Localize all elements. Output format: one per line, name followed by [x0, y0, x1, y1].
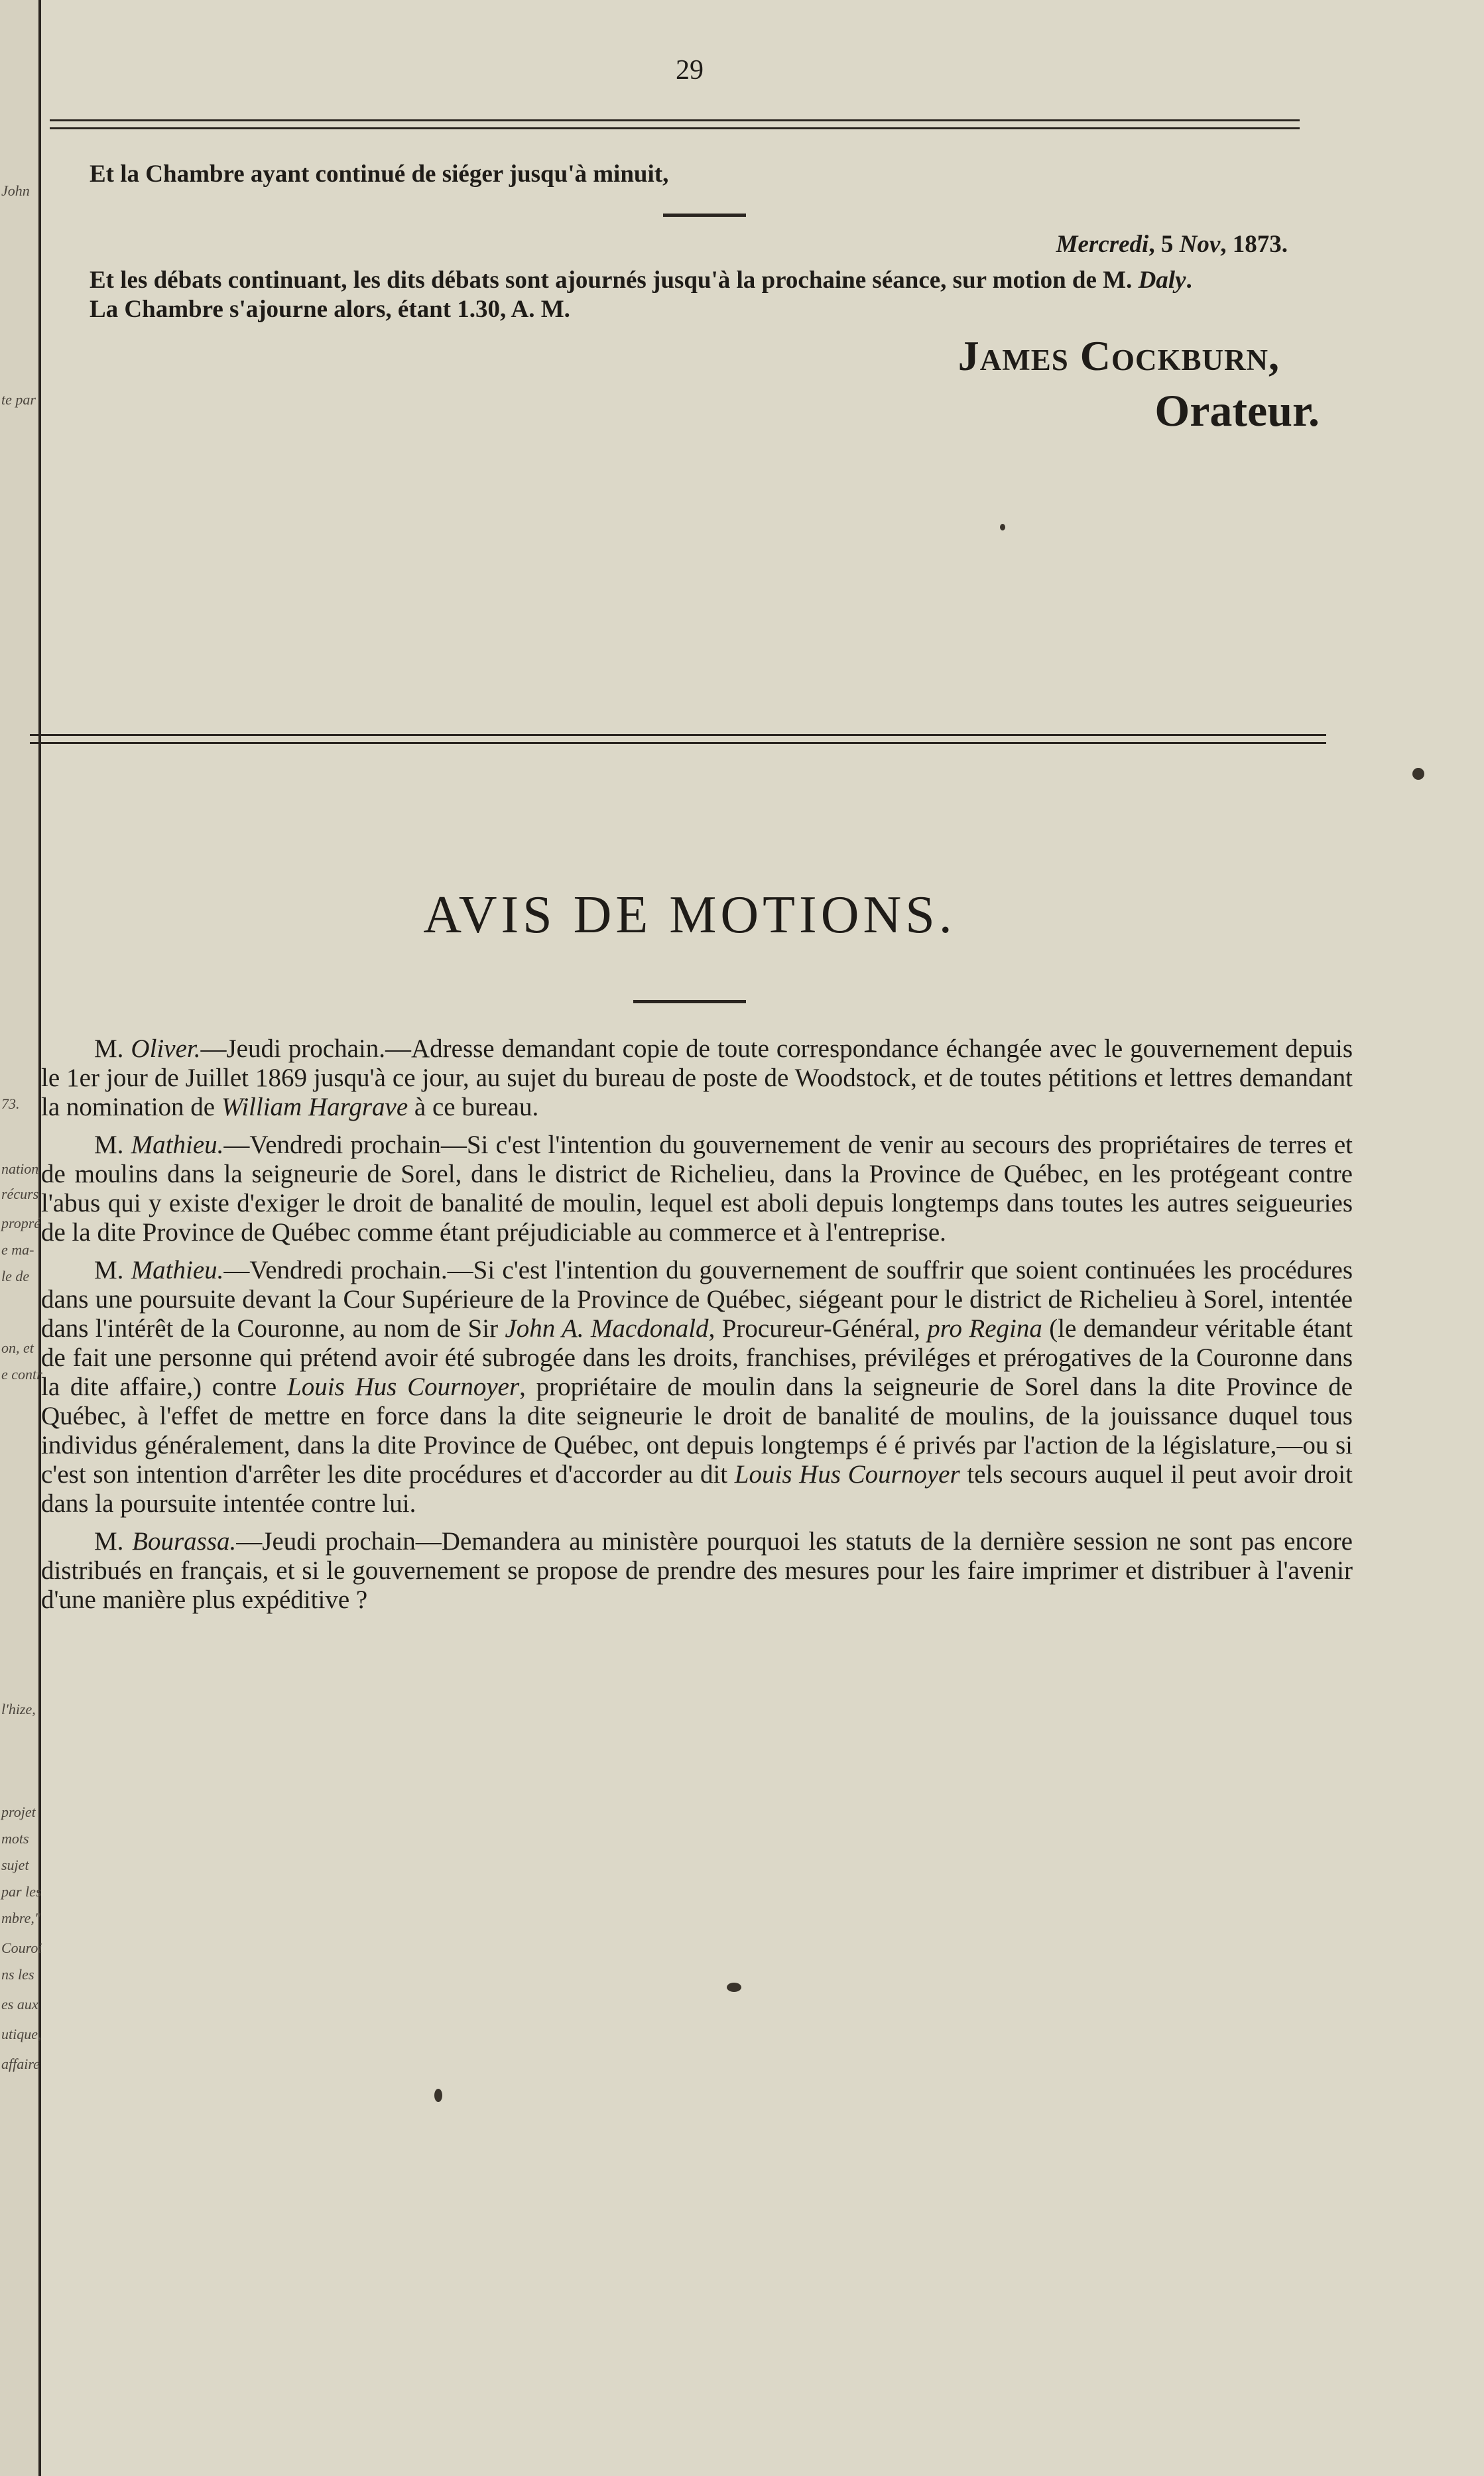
margin-fragment: sujet	[1, 1857, 29, 1873]
motion-paragraph	[41, 1256, 1353, 1518]
motion-text: à ce bureau.	[408, 1093, 539, 1121]
session-line-2-text: Et les débats continuant, les dits débats sont ajournés jusqu'à la prochaine séance, sur motion de M.	[90, 267, 1139, 294]
signature-title: Orateur.	[1154, 385, 1320, 436]
margin-fragment: ns les	[1, 1966, 34, 1983]
motion-text: —Vendredi prochain.—Si c'est l'intention du gouvernement de souffrir que soient continuées les procédures dans une poursuite devant la Cour Supérieure de la Province de Québec, siégeant pour le district de Richelieu à Sorel, intentée dans l'intérêt de la Couronne, au nom de Sir	[41, 1256, 1353, 1343]
margin-fragment: affaire	[1, 2056, 40, 2072]
motion-text: —Vendredi prochain—Si c'est l'intention du gouvernement de venir au secours des propriétaires de terres et de moulins dans la seigneurie de Sorel, dans le district de Richelieu, dans la Province de Québec, en les protégeant contre l'abus qui y existe d'exiger le droit de banalité de moulin, lequel est aboli depuis longtemps dans toutes les autres seigueuries de la dite Province de Québec comme étant préjudiciable au commerce et à l'entreprise.	[41, 1131, 1353, 1247]
paper-speck	[1412, 768, 1424, 780]
page-number: 29	[676, 55, 704, 86]
date-weekday: Mercredi	[1056, 231, 1149, 258]
section-heading: AVIS DE MOTIONS.	[423, 886, 956, 944]
short-divider-2	[633, 1000, 746, 1003]
motion-prefix: M.	[94, 1527, 133, 1556]
motion-text: —Jeudi prochain.—Adresse demandant copie de toute correspondance échangée avec le gouvernement depuis le 1er jour de Juillet 1869 jusqu'à ce jour, au sujet du bureau de poste de Woodstock, et de toutes pétitions et lettres demandant la nomination de	[41, 1034, 1353, 1121]
signature-name	[729, 332, 1280, 381]
motion-prefix: M.	[94, 1256, 131, 1284]
margin-fragment: propré	[1, 1215, 41, 1231]
date-year: , 1873.	[1220, 231, 1288, 258]
margin-fragment: utique,	[1, 2026, 42, 2042]
motions-list	[41, 1034, 1353, 1623]
motion-paragraph	[41, 1131, 1353, 1247]
motion-member: Oliver.	[131, 1034, 201, 1063]
margin-fragment: mbre,"	[1, 1910, 41, 1926]
motion-text: , Procureur-Général,	[708, 1314, 928, 1343]
session-date	[663, 229, 1288, 260]
top-rule-2	[50, 127, 1300, 129]
margin-fragment: projet	[1, 1804, 36, 1820]
short-divider-1	[663, 214, 746, 217]
date-month: Nov	[1179, 231, 1221, 258]
motion-paragraph	[41, 1527, 1353, 1615]
motion-prefix: M.	[94, 1034, 131, 1063]
motion-member: Bourassa.	[132, 1527, 237, 1556]
margin-fragment: John	[1, 182, 30, 199]
margin-fragment: te par	[1, 391, 36, 408]
motion-italic-name: pro Regina	[927, 1314, 1042, 1343]
margin-fragment: le de	[1, 1268, 30, 1284]
motion-italic-name: William Hargrave	[221, 1093, 408, 1121]
session-line-2	[90, 265, 1192, 296]
top-rule-1	[50, 119, 1300, 121]
motion-italic-name: John A. Macdonald	[505, 1314, 709, 1343]
motion-text: (le demandeur véritable étant de fait une personne qui prétend avoir été subrogée dans les droits, franchises, préviléges et prérogatives de la Couronne dans la dite affaire,) contre	[41, 1314, 1353, 1401]
margin-fragment: récurs	[1, 1186, 39, 1202]
margin-fragment: par les	[1, 1883, 42, 1900]
paper-speck	[727, 1983, 741, 1992]
date-day: , 5	[1148, 231, 1180, 258]
paper-speck	[434, 2089, 442, 2102]
motion-text: tels secours auquel il peut avoir droit dans la poursuite intentée contre lui.	[41, 1460, 1353, 1518]
session-line-1: Et la Chambre ayant continué de siéger jusqu'à minuit,	[90, 160, 669, 188]
margin-fragment: es aux	[1, 1996, 38, 2012]
section-rule-2	[30, 742, 1326, 744]
motion-italic-name: Louis Hus Cournoyer	[287, 1373, 520, 1401]
session-line-2-end: .	[1186, 267, 1192, 294]
signature-name-text: James Cockburn,	[958, 332, 1280, 379]
motion-paragraph	[41, 1034, 1353, 1122]
margin-fragment: e ma-	[1, 1241, 34, 1258]
section-rule-1	[30, 734, 1326, 736]
facing-page-edge	[0, 0, 41, 2476]
margin-fragment: l'hize,	[1, 1701, 36, 1717]
motion-member: Mathieu.	[131, 1256, 224, 1284]
motion-prefix: M.	[94, 1131, 131, 1159]
margin-fragment: 73.	[1, 1095, 20, 1112]
margin-fragment: Couroi	[1, 1940, 42, 1956]
motion-italic-name: Louis Hus Cournoyer	[734, 1460, 960, 1489]
margin-fragment: e contr	[1, 1366, 42, 1383]
session-line-2-name: Daly	[1138, 267, 1186, 294]
motion-member: Mathieu.	[131, 1131, 224, 1159]
paper-speck	[1000, 524, 1005, 530]
margin-fragment: on, et	[1, 1339, 34, 1356]
margin-fragment: mots	[1, 1830, 29, 1847]
motion-text: —Jeudi prochain—Demandera au ministère pourquoi les statuts de la dernière session ne sont pas encore distribués en français, et si le gouvernement se propose de prendre des mesures pour les faire imprimer et distribuer à l'avenir d'une manière plus expéditive ?	[41, 1527, 1353, 1614]
session-line-3: La Chambre s'ajourne alors, étant 1.30, A. M.	[90, 296, 570, 323]
margin-fragment: nation	[1, 1160, 39, 1177]
motion-text: , propriétaire de moulin dans la seigneurie de Sorel dans la dite Province de Québec, à l'effet de mettre en force dans la dite seigneurie le droit de banalité de moulins, de la jouissance duquel tous individus généralement, dans la dite Province de Québec, ont depuis longtemps é é privés par l'action de la législature,—ou si c'est son intention d'arrêter les dite procédures et d'accorder au dit	[41, 1373, 1353, 1489]
